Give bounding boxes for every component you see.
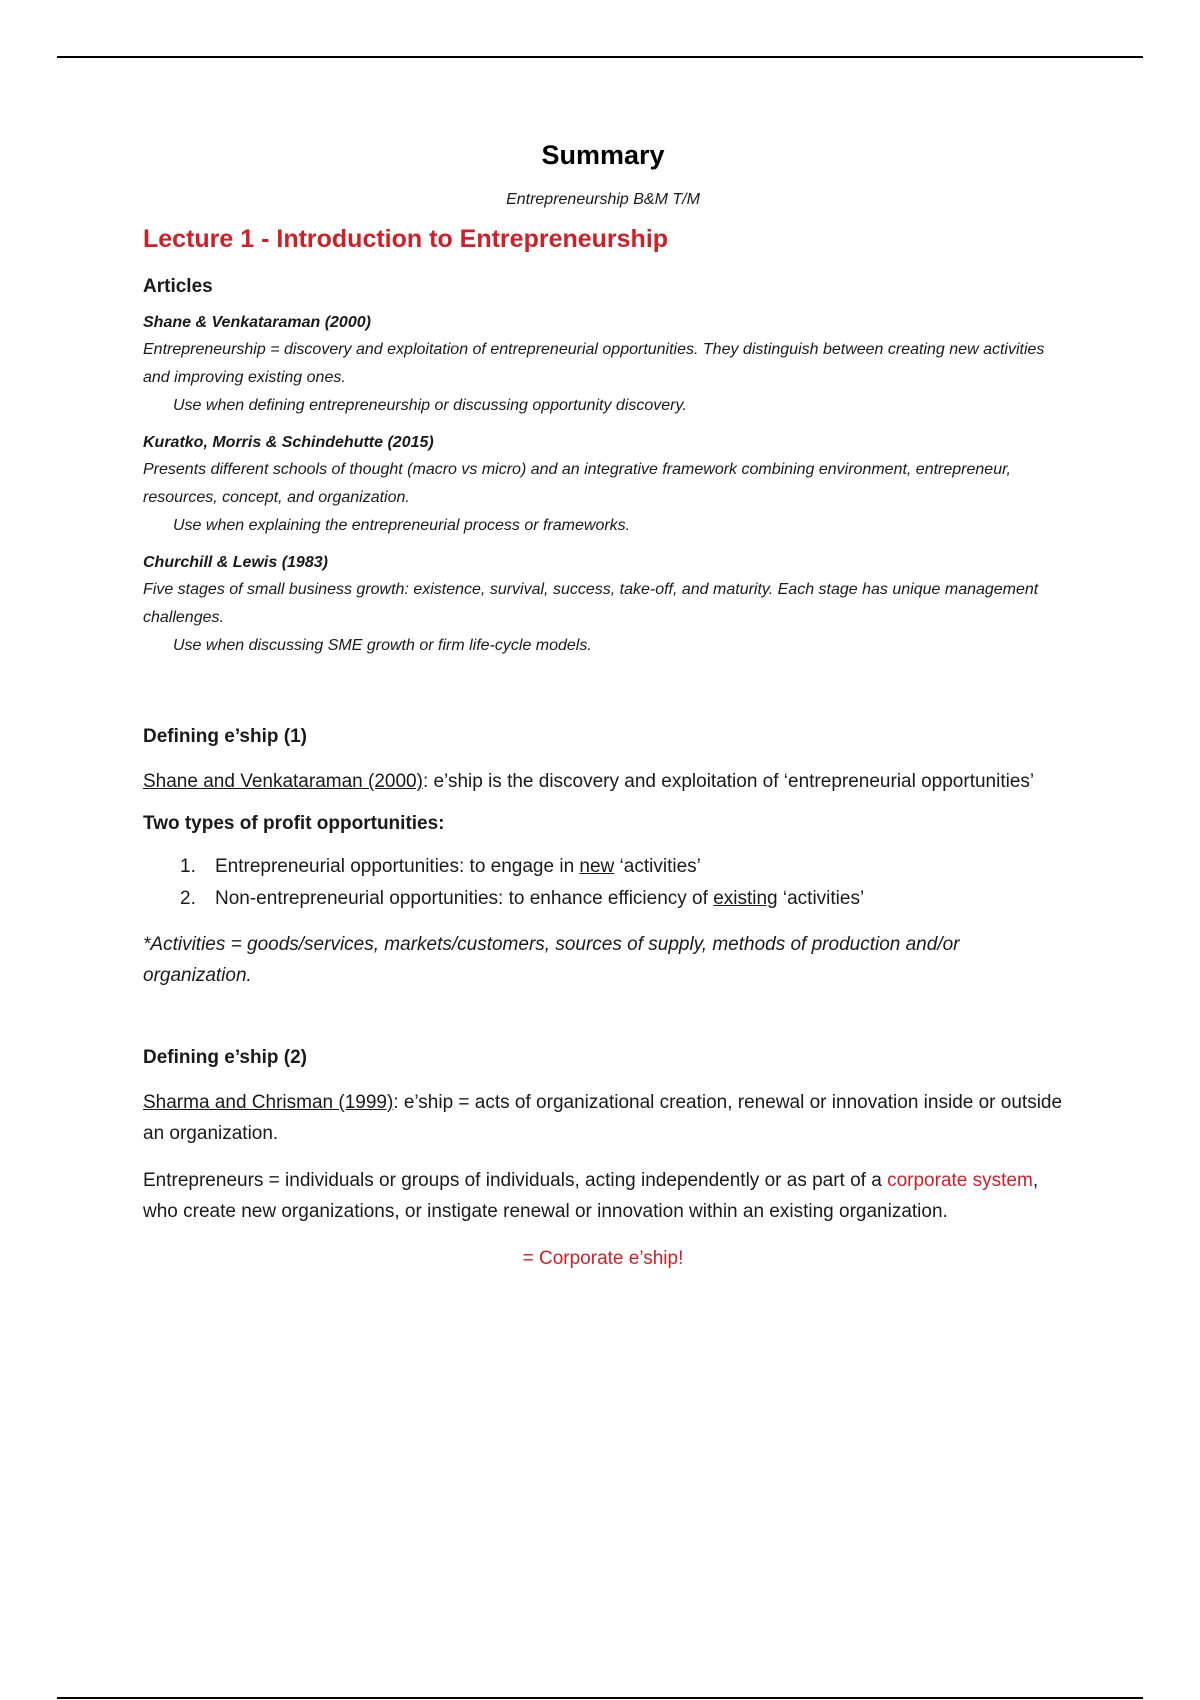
conclusion-text: = Corporate e’ship! — [522, 1248, 684, 1269]
section-heading-defining-2: Defining e’ship (2) — [143, 1047, 307, 1068]
article-summary: Entrepreneurship = discovery and exploitation of entrepreneurial opportunities. They distinguish between creating new activities and improving existing ones. — [143, 341, 1045, 386]
article-title: Churchill & Lewis (1983) — [143, 554, 328, 571]
document-body — [143, 140, 1063, 1290]
list-text: ‘activities’ — [614, 856, 701, 877]
article-usage-note: Use when explaining the entrepreneurial process or frameworks. — [173, 517, 631, 534]
page-subtitle: Entrepreneurship B&M T/M — [506, 191, 700, 208]
paragraph-text: Entrepreneurs = individuals or groups of individuals, acting independently or as part of a — [143, 1170, 888, 1191]
list-number: 1. — [180, 856, 196, 877]
article-item — [143, 314, 1063, 420]
entrepreneurs-paragraph — [143, 1165, 1063, 1227]
lecture-heading: Lecture 1 - Introduction to Entrepreneurship — [143, 225, 669, 253]
list-text: Non-entrepreneurial opportunities: to enhance efficiency of — [215, 888, 714, 909]
article-summary: Presents different schools of thought (macro vs micro) and an integrative framework combining environment, entrepreneur, resources, concept, and organization. — [143, 461, 1011, 506]
article-title: Shane & Venkataraman (2000) — [143, 314, 371, 331]
article-title: Kuratko, Morris & Schindehutte (2015) — [143, 434, 434, 451]
highlighted-term: corporate system — [887, 1170, 1033, 1191]
article-item — [143, 434, 1063, 540]
emphasis-word: new — [579, 856, 615, 877]
list-item — [143, 851, 1063, 883]
top-rule — [57, 56, 1143, 58]
list-text: Entrepreneurial opportunities: to engage in — [215, 856, 580, 877]
citation-link: Sharma and Chrisman (1999) — [143, 1092, 394, 1113]
articles-heading: Articles — [143, 276, 213, 297]
list-text: ‘activities’ — [777, 888, 865, 909]
paragraph-text: , who create new organizations, or instigate renewal or innovation within an existing organization. — [143, 1170, 1039, 1222]
definition-paragraph — [143, 766, 1063, 797]
types-heading: Two types of profit opportunities: — [143, 813, 445, 834]
definition-text: : e’ship = acts of organizational creation, renewal or innovation inside or outside an organization. — [143, 1092, 1063, 1144]
definition-paragraph — [143, 1087, 1063, 1149]
page-title: Summary — [541, 140, 665, 170]
definition-text: : e’ship is the discovery and exploitation of ‘entrepreneurial opportunities’ — [422, 771, 1035, 792]
opportunity-types-list — [143, 851, 1063, 915]
emphasis-word: existing — [713, 888, 778, 909]
activities-note: *Activities = goods/services, markets/customers, sources of supply, methods of production and/or organization. — [143, 934, 960, 986]
list-number: 2. — [180, 888, 196, 909]
section-heading-defining-1: Defining e’ship (1) — [143, 726, 307, 747]
bottom-rule — [57, 1697, 1143, 1699]
article-usage-note: Use when discussing SME growth or firm life-cycle models. — [173, 637, 592, 654]
article-item — [143, 554, 1063, 660]
article-usage-note: Use when defining entrepreneurship or discussing opportunity discovery. — [173, 397, 687, 414]
citation-link: Shane and Venkataraman (2000) — [143, 771, 423, 792]
list-item — [143, 883, 1063, 915]
article-summary: Five stages of small business growth: existence, survival, success, take-off, and maturity. Each stage has unique management challenges. — [143, 581, 1039, 626]
